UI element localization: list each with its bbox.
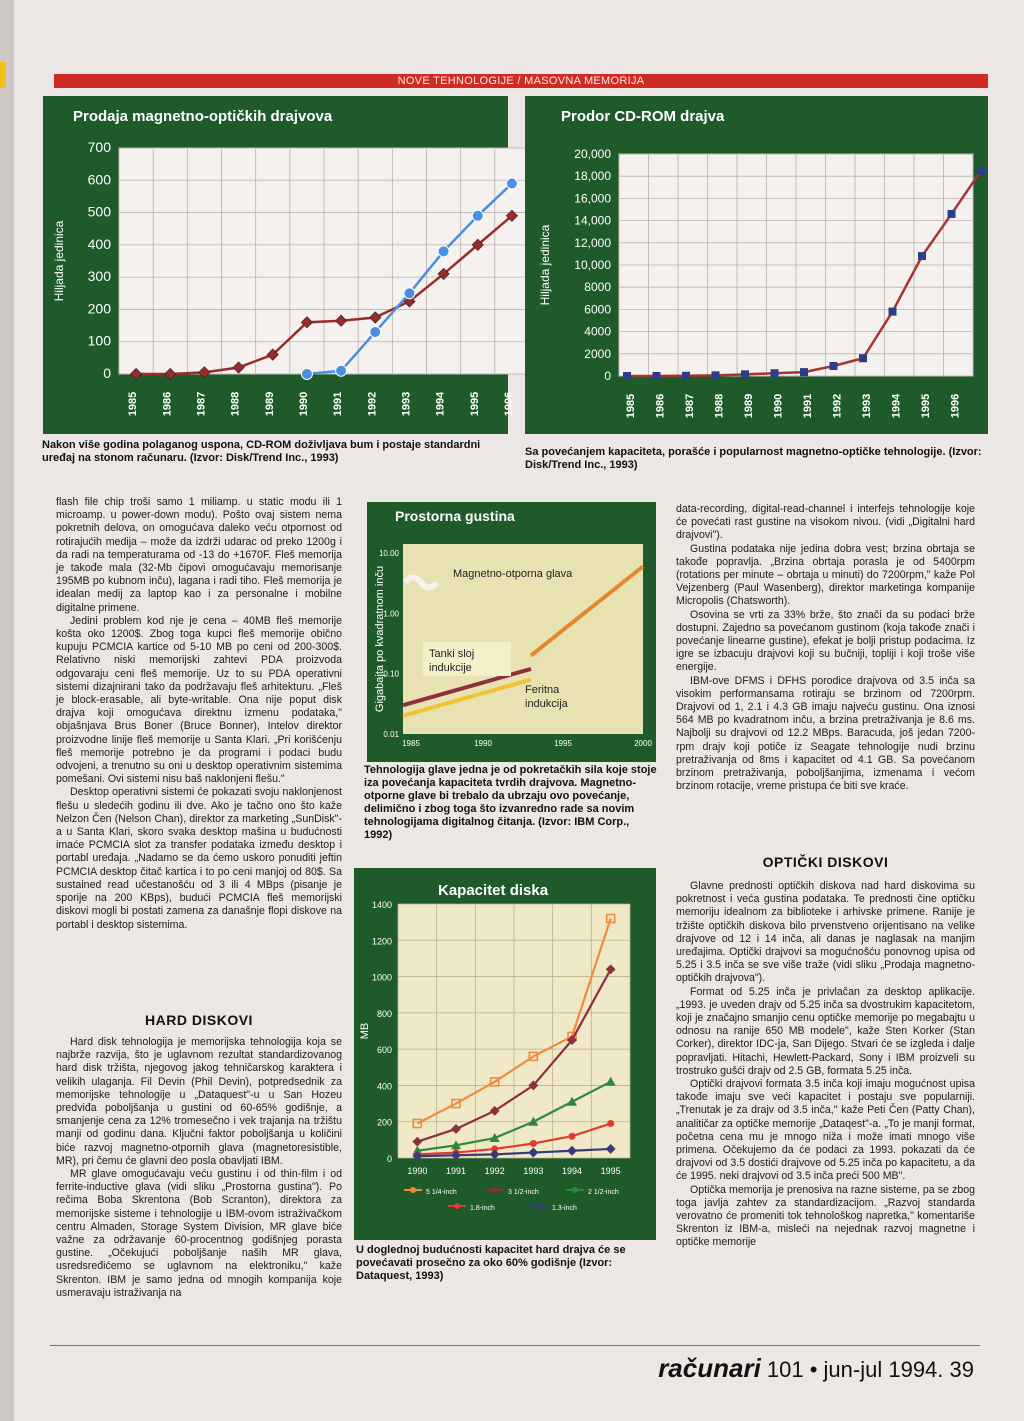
data-point <box>653 372 661 380</box>
text-column-right-2 <box>676 880 975 1250</box>
chart-density-panel <box>367 502 656 762</box>
section-banner-text: NOVE TEHNOLOGIJE / MASOVNA MEMORIJA <box>397 75 645 87</box>
chart-mo-svg <box>43 96 515 434</box>
x-tick-label: 1992 <box>484 1166 505 1176</box>
chart-density-svg <box>367 502 656 762</box>
y-tick-label: 600 <box>376 1045 392 1056</box>
edge-tab <box>0 62 6 88</box>
y-tick-label: 500 <box>87 203 111 220</box>
x-tick-label: 1995 <box>554 739 572 748</box>
label-mr-head: Magnetno-otporna glava <box>453 568 573 580</box>
data-point <box>771 369 779 377</box>
x-tick-label: 1996 <box>502 391 515 417</box>
y-tick-label: 1400 <box>371 900 392 910</box>
x-tick-label: 1993 <box>860 393 873 419</box>
y-axis-label: Hiljada jedinica <box>538 224 552 306</box>
data-point <box>889 308 897 316</box>
x-tick-label: 1988 <box>229 391 242 417</box>
data-point <box>438 246 449 257</box>
data-point <box>506 178 517 189</box>
y-tick-label: 16,000 <box>574 191 611 206</box>
chart-cdrom-panel <box>525 96 988 434</box>
x-tick-label: 1995 <box>600 1166 621 1176</box>
x-tick-label: 1991 <box>332 391 345 417</box>
data-point <box>472 210 483 221</box>
x-tick-label: 1992 <box>366 391 379 417</box>
data-point <box>404 288 415 299</box>
x-tick-label: 1987 <box>195 391 208 417</box>
legend-label: 3 1/2-inch <box>508 1189 539 1196</box>
page-edge <box>0 0 14 1421</box>
caption-mo: Sa povećanjem kapaciteta, porašće i popularnost magnetno-optičke tehnologije. (Izvor: Disk/Trend Inc., 1993) <box>525 446 982 471</box>
y-tick-label: 300 <box>87 268 111 285</box>
y-tick-label: 12,000 <box>574 235 611 250</box>
y-tick-label: 20,000 <box>574 147 611 161</box>
label-ferrite: Feritna <box>525 684 560 696</box>
paragraph: Optički drajvovi formata 3.5 inča koji imaju mogućnost upisa takođe imaju sve veći kapacitet i postaju sve popularniji. „Trenutak je za drajv od 3.5 inča," kaže Peti Čen (Patty Chan), analitičar za optičke memorije „Dataqest"-a. „To je manji format, početna cena mu je mnogo niža i može imati mnogo više primena. Očekujemo da će podaci za 1993. pokazati da će drajvovi od 3.5 dostići drajvove od 5.25 inča po kapacitetu, a da će 1995. neki drajvovi od 3.5 inča preći 500 MB". <box>676 1078 975 1183</box>
paragraph: Format od 5.25 inča je privlačan za desktop aplikacije. „1993. je uveden drajv od 5.25 inča sa dvostrukim kapacitetom, koji je značajno smanjio cenu optičke memorije po megabajtu u odnosu na ranije 650 MB modele", kaže Sten Korker (Stan Corker), direktor IDC-ja, San Dijego. Stvari će se izgleda i dalje popravljati. Hitachi, Hewlett-Packard, Sony i IBM proizveli su trostruko gušći drajv od 2.5 GB, formata 5.25 inča. <box>676 985 975 1077</box>
x-tick-label: 1992 <box>831 393 844 419</box>
caption-cdrom: Nakon više godina polaganog uspona, CD-ROM doživljava bum i postaje standardni uređaj na stonom računaru. (Izvor: Disk/Trend Inc., 1993) <box>42 439 481 464</box>
y-tick-label: 1000 <box>371 972 392 983</box>
data-point <box>918 252 926 260</box>
data-point <box>977 167 985 175</box>
label-thin-film: Tanki sloj <box>429 648 475 660</box>
legend-marker <box>572 1187 578 1193</box>
y-tick-label: 0.10 <box>383 669 399 679</box>
legend-label: 5 1/4-inch <box>426 1189 457 1196</box>
heading-optical-disks: OPTIČKI DISKOVI <box>762 854 889 870</box>
x-tick-label: 1993 <box>400 391 413 417</box>
paragraph: Jedini problem kod nje je cena – 40MB fleš memorije košta oko 1200$. Zbog toga kupci fleš memorije obično kupuju PCMCIA kartice od 5-10 MB po ceni od 200-300$. Relativno niski memorijski zahtevi PDA proizvoda odgovaraju ceni fleš memorije. Uz to su PDA operativni sistemi dizajnirani tako da podržavaju fleš arhitekturu. „Fleš je block-erasable, ali byte-writable. Ona nije poput disk drajva koji omogućava direktnu izmenu podataka," objašnjava Brus Boner (Bruce Bonner), Intelov direktor proizvodne linije fleš memorije u Santa Klari. „Pri korišćenju fleš memorije potrebno je da programi i podaci budu odvojeni, a trenutno su oni u desktop operativnim sistemima pomešani. Ovi sistemi nisu baš naklonjeni flešu." <box>56 614 342 786</box>
y-tick-label: 200 <box>87 300 111 317</box>
y-tick-label: 0.01 <box>383 730 399 739</box>
chart-cdrom-title: Prodor CD-ROM drajva <box>561 108 725 125</box>
y-tick-label: 400 <box>376 1081 392 1092</box>
legend-marker <box>536 1203 542 1209</box>
caption-capacity: U doglednoj budućnosti kapacitet hard drajva će se povećavati prosečno za oko 60% godišnje (Izvor: Dataquest, 1993) <box>356 1244 626 1282</box>
x-tick-label: 1990 <box>772 393 785 419</box>
chart-mo-panel <box>43 96 515 434</box>
chart-mo-title: Prodaja magnetno-optičkih drajvova <box>73 108 333 125</box>
paragraph: Osovina se vrti za 33% brže, što znači da su podaci brže dostupni. Zajedno sa povećanom gustinom (koja takođe znači i povećanje linearne gustine), efekat je bolji pristup podacima. Iz igre se izbacuju drajvovi koji su bučniji, topliji i koji troše više energije. <box>676 608 975 674</box>
y-axis-label: Hiljada jedinica <box>52 220 66 302</box>
legend-label: 1.3-inch <box>552 1205 577 1212</box>
chart-capacity-panel <box>354 868 656 1240</box>
y-tick-label: 1200 <box>371 936 392 947</box>
paragraph: flash file chip troši samo 1 miliamp. u static modu ili 1 microamp. u power-down modu). Pošto ovaj sistem nema pokretnih delova, on omogućava daleko veću otpornost od rotirajućih medija – može da izdrži udarac od preko 1200g i da radi na temperaturama od -13 do +1670F. Fleš memorija je takođe mala (32-Mb čipovi omogućavaju memorisanje 195MB po kubnom inču), lagana i radi tiho. Fleš memorija je idealan medij za laptop kao i za personalne i mobilne digitalne primene. <box>56 496 342 614</box>
y-tick-label: 1.00 <box>383 609 399 619</box>
chart-capacity-svg <box>354 868 656 1240</box>
x-tick-label: 1985 <box>624 393 637 419</box>
y-tick-label: 18,000 <box>574 169 611 184</box>
y-tick-label: 600 <box>87 171 111 188</box>
data-point <box>530 1140 537 1147</box>
label-thin-film: indukcije <box>429 662 472 674</box>
paragraph: MR glave omogućavaju veću gustinu i od thin-film i od ferrite-inductive glava (vidi sliku „Prostorna gustina"). Po rečima Boba Skrentona (Bob Scranton), direktora za memorijske sisteme i tehnologije u IBM-ovom istraživačkom centru Almaden, Storage System Division, MR glave biće važne za održavanje 60-procentnog godišnjeg porasta gustine. „Očekujući poboljšanje naših MR glava, usredsređićemo se uglavnom na elektroniku," kaže Skrenton. IBM je samo jedna od mnogih kompanija koje usmeravaju istraživanja na <box>56 1168 342 1299</box>
y-tick-label: 0 <box>604 369 611 383</box>
paragraph: data-recording, digital-read-channel i interfejs tehnologije koje će povećati rast gustine na visokom nivou. (vidi „Digitalni hard drajvovi"). <box>676 503 975 542</box>
caption-density: Tehnologija glave jedna je od pokretačkih sila koje stoje iza povećanja kapaciteta tvrdih drajvova. Magnetno-otporne glave bi trebalo da ubrzaju ovo povećanje, delimično i zbog toga što izvanredno rade sa novim tehnologijama digitalnog čitanja. (Izvor: IBM Corp., 1992) <box>364 764 657 841</box>
text-column-left <box>56 496 342 932</box>
y-tick-label: 4000 <box>584 324 611 339</box>
data-point <box>623 372 631 380</box>
chart-capacity-title: Kapacitet diska <box>438 882 549 899</box>
y-tick-label: 700 <box>87 139 111 155</box>
x-tick-label: 1988 <box>713 393 726 419</box>
data-point <box>569 1133 576 1140</box>
x-tick-label: 1985 <box>127 391 140 417</box>
y-tick-label: 8000 <box>584 280 611 295</box>
legend-marker <box>410 1187 416 1193</box>
label-ferrite: indukcija <box>525 698 568 710</box>
x-tick-label: 1990 <box>297 391 310 417</box>
y-tick-label: 800 <box>376 1008 392 1019</box>
legend-marker <box>454 1203 460 1209</box>
y-tick-label: 0 <box>103 365 111 381</box>
data-point <box>301 369 312 380</box>
chart-density-title: Prostorna gustina <box>395 508 515 524</box>
heading-hard-disks: HARD DISKOVI <box>145 1012 253 1028</box>
y-tick-label: 400 <box>87 235 111 252</box>
x-tick-label: 1986 <box>654 393 667 419</box>
chart-cdrom-svg <box>525 96 988 434</box>
x-tick-label: 1994 <box>434 391 447 417</box>
y-tick-label: 200 <box>376 1117 392 1128</box>
footer-rule <box>50 1345 980 1346</box>
x-tick-label: 1990 <box>474 739 492 748</box>
x-tick-label: 1991 <box>445 1166 467 1176</box>
x-tick-label: 1989 <box>742 393 755 419</box>
x-tick-label: 1989 <box>263 391 276 417</box>
x-tick-label: 1994 <box>561 1166 583 1176</box>
data-point <box>800 368 808 376</box>
data-point <box>859 354 867 362</box>
x-tick-label: 1996 <box>949 393 962 419</box>
legend-label: 2 1/2-inch <box>588 1189 619 1196</box>
paragraph: Hard disk tehnologija je memorijska tehnologija koja se najbrže razvija, što je uglavnom rezultat standardizovanog hard disk tržišta, njegovog jakog tehničarskog karaktera i velikih ulaganja. Fil Devin (Phil Devin), potpredsednik za memorijske tehnologije u „Dataquest"-u u San Hozeu predviđa poboljšanja u gustini od 60-65% godišnje, a smanjenje cena za 12% tromesečno i vek trajanja na tržištu manji od godinu dana. Ključni faktor poboljšanja u količini biće razvoj magnetno-otpornih glava (magnetoresistible, MR), pri čemu će glavni deo posla obavljati IBM. <box>56 1036 342 1167</box>
data-point <box>830 362 838 370</box>
x-tick-label: 1994 <box>890 393 903 419</box>
data-point <box>712 371 720 379</box>
y-tick-label: 6000 <box>584 302 611 317</box>
paragraph: Desktop operativni sistemi će pokazati svoju naklonjenost flešu u sledećih godinu ili dve. Ako je tačno ono što kaže Nelzon Čen (Nelson Chan), direktor za marketing „SunDisk"-a u Santa Klari, skoro svaka desktop mašina u budućnosti imaće PCMCIA slot za transfer podataka između desktop i portabl uređaja. „Nadamo se da ćemo uskoro ponuditi jeftin PCMCIA desktop čitač kartica i to po ceni manjoj od 80$. Sa sustained read učestanošću od 3 ili 4 MBps (pisanje je sporije na 200 KBps), budući PCMCIA fleš memorijski diskovi mogli bi postati zamena za današnje flopi diskove na portabl i desktop sistemima. <box>56 786 342 931</box>
text-column-left-2 <box>56 1036 342 1300</box>
x-tick-label: 1986 <box>161 391 174 417</box>
x-tick-label: 1987 <box>683 393 696 419</box>
paragraph: Glavne prednosti optičkih diskova nad hard diskovima su pokretnost i veća gustina podataka. Te prednosti čine optičku memoriju idealnom za biblioteke i arhivske primene. Ranije je tržište optičkih diskova bilo prvenstveno orijentisano na velike drajvove od 12 i 14 inča, ali danas je naglasak na manjim uređajima. Optički drajvovi sa mogućnošću ponovnog upisa od 5.25 i 3.5 inča se sve više traže (vidi sliku „Prodaja magnetno-optičkih drajvova"). <box>676 880 975 985</box>
data-point <box>336 365 347 376</box>
data-point <box>682 372 690 380</box>
data-point <box>370 327 381 338</box>
y-axis-label: MB <box>359 1022 371 1040</box>
magazine-brand: računari <box>658 1353 761 1383</box>
y-tick-label: 14,000 <box>574 213 611 228</box>
data-point <box>607 1120 614 1127</box>
paragraph: Gustina podataka nije jedina dobra vest; brzina obrtaja se takođe popravlja. „Brzina obrtaja porasla je od 5400rpm (rotations per minute – obrtaja u minuti) do 7200rpm," kaže Pol Vejzenberg (Paul Wasenberg), direktor marketinga kompanije Micropolis (Chatsworth). <box>676 542 975 608</box>
data-point <box>741 370 749 378</box>
x-tick-label: 1995 <box>468 391 481 417</box>
x-tick-label: 1995 <box>919 393 932 419</box>
x-tick-label: 2000 <box>634 739 652 748</box>
x-tick-label: 1985 <box>402 739 420 748</box>
footer-issue: 101 • jun-jul 1994. 39 <box>760 1357 974 1382</box>
paragraph: IBM-ove DFMS i DFHS porodice drajvova od 3.5 inča sa visokim performansama rotiraju se brzinom od 7200rpm. Drajvovi od 1, 2.1 i 4.3 GB imaju najveću gustinu. Ona iznosi 564 MB po kvadratnom inču, a brzina pretraživanja je 8.6 ms. Najbolji su drajvovi od 12.2 MBps. Baracuda, još jedan 7200-rpm drajv koji potiče iz Seagate tehnologije nudi brzinu pretraživanja od 8ms i kapacitet od 4.1 GB. Sa povećanom brzinom pretraživanja, poboljšanjima, izmenama i većom brzinom rotacije, vreme pristupa će biti sve kraće. <box>676 674 975 793</box>
x-tick-label: 1993 <box>523 1166 544 1176</box>
y-axis-label: Gigabajta po kvadratnom inču <box>374 565 386 713</box>
x-tick-label: 1991 <box>801 393 814 419</box>
text-column-right <box>676 503 975 793</box>
y-tick-label: 10.00 <box>378 549 399 559</box>
y-tick-label: 10,000 <box>574 258 611 272</box>
legend-marker <box>492 1187 498 1193</box>
x-tick-label: 1990 <box>407 1166 428 1176</box>
data-point <box>948 210 956 218</box>
y-tick-label: 2000 <box>584 346 611 361</box>
y-tick-label: 0 <box>386 1154 392 1164</box>
legend-label: 1.8-inch <box>470 1205 495 1212</box>
y-tick-label: 100 <box>87 332 111 349</box>
paragraph: Optička memorija je prenosiva na razne sisteme, pa se zbog toga javlja zahtev za standardizacijom. „Razvoj standarda verovatno će promeniti tok tehnološkog napretka," komentariše Skrenton iz IBM-a, misleći na nejednak razvoj magnetne i optičke memorije <box>676 1183 975 1249</box>
page-footer <box>658 1353 974 1384</box>
